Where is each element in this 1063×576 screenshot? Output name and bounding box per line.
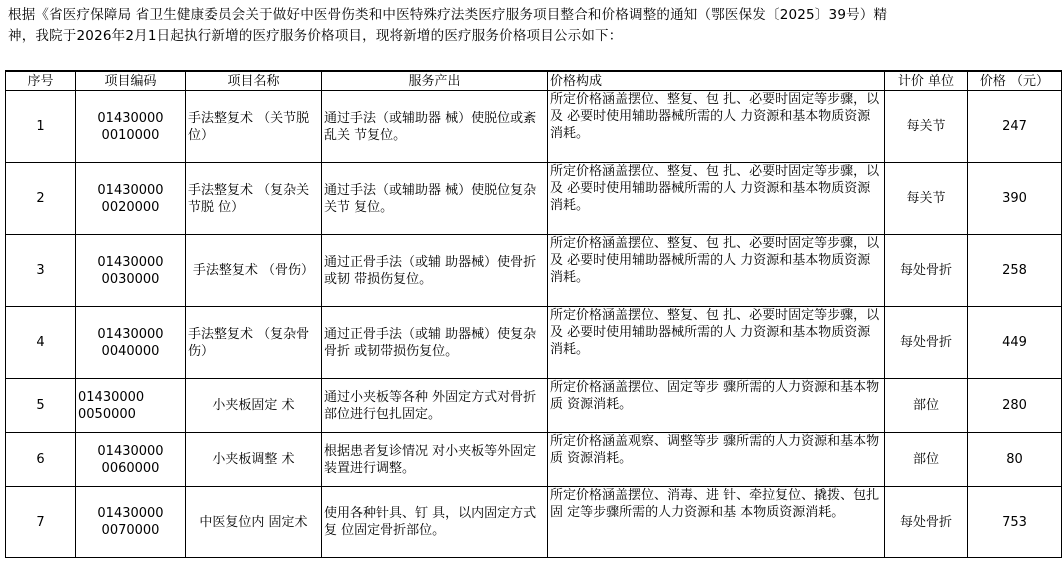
row-seq: 3 — [6, 235, 76, 307]
row-code-part-2: 0010000 — [101, 127, 160, 143]
row-unit: 每处骨折 — [885, 307, 968, 379]
row-code-part-1: 01430000 — [97, 443, 164, 459]
row-unit: 部位 — [885, 379, 968, 433]
row-code-part-1: 01430000 — [97, 326, 164, 342]
row-code — [76, 235, 186, 307]
row-seq: 7 — [6, 487, 76, 558]
row-price: 258 — [968, 235, 1062, 307]
row-code — [76, 91, 186, 163]
header-unit: 计价 单位 — [885, 71, 968, 91]
table-row — [6, 91, 1062, 163]
table-row — [6, 433, 1062, 487]
header-price: 价格 （元） — [968, 71, 1062, 91]
row-outcome: 通过正骨手法（或辅 助器械）使骨折或韧 带损伤复位。 — [322, 235, 548, 307]
row-seq: 1 — [6, 91, 76, 163]
row-name: 手法整复术 （复杂关节脱 位） — [186, 163, 322, 235]
row-code-part-2: 0050000 — [78, 406, 136, 422]
row-name: 中医复位内 固定术 — [186, 487, 322, 558]
row-code — [76, 379, 186, 433]
row-seq: 6 — [6, 433, 76, 487]
row-code-part-1: 01430000 — [78, 389, 145, 405]
row-price: 247 — [968, 91, 1062, 163]
row-composition: 所定价格涵盖摆位、整复、包 扎、必要时固定等步骤，以及 必要时使用辅助器械所需的人 力资源和基本物质资源消耗。 — [548, 235, 885, 307]
intro-line-2: 神，我院于2026年2月1日起执行新增的医疗服务价格项目，现将新增的医疗服务价格项目公示如下： — [8, 28, 623, 44]
row-code-part-2: 0070000 — [101, 523, 160, 538]
header-outcome: 服务产出 — [322, 71, 548, 91]
row-code-part-2: 0020000 — [101, 199, 160, 215]
row-price: 449 — [968, 307, 1062, 379]
header-name: 项目名称 — [186, 71, 322, 91]
row-code-part-2: 0040000 — [101, 343, 160, 359]
table-row — [6, 163, 1062, 235]
row-name: 手法整复术 （复杂骨伤） — [186, 307, 322, 379]
row-outcome: 通过手法（或辅助器 械）使脱位复杂关节 复位。 — [322, 163, 548, 235]
row-code-part-1: 01430000 — [97, 506, 164, 521]
row-name: 手法整复术 （关节脱位） — [186, 91, 322, 163]
row-seq: 5 — [6, 379, 76, 433]
row-price: 80 — [968, 433, 1062, 487]
header-seq: 序号 — [6, 71, 76, 91]
table-row — [6, 307, 1062, 379]
row-outcome: 根据患者复诊情况 对小夹板等外固定 装置进行调整。 — [322, 433, 548, 487]
row-name: 小夹板固定 术 — [186, 379, 322, 433]
row-unit: 每处骨折 — [885, 487, 968, 558]
row-code — [76, 163, 186, 235]
row-composition: 所定价格涵盖摆位、整复、包 扎、必要时固定等步骤，以及 必要时使用辅助器械所需的人 力资源和基本物质资源消耗。 — [548, 307, 885, 379]
row-code — [76, 307, 186, 379]
row-code-part-1: 01430000 — [97, 182, 164, 198]
row-unit: 每关节 — [885, 91, 968, 163]
row-outcome: 通过正骨手法（或辅 助器械）使复杂骨折 或韧带损伤复位。 — [322, 307, 548, 379]
row-composition: 所定价格涵盖摆位、消毒、进 针、牵拉复位、撬拨、包扎固 定等步骤所需的人力资源和基 本物质资源消耗。 — [548, 487, 885, 558]
table-row — [6, 235, 1062, 307]
header-composition: 价格构成 — [548, 71, 885, 91]
table-header-row — [6, 71, 1062, 91]
row-name: 小夹板调整 术 — [186, 433, 322, 487]
row-seq: 4 — [6, 307, 76, 379]
announcement-intro — [8, 5, 1058, 47]
row-code-part-2: 0060000 — [101, 460, 160, 476]
row-code — [76, 487, 186, 558]
row-composition: 所定价格涵盖摆位、固定等步 骤所需的人力资源和基本物质 资源消耗。 — [548, 379, 885, 433]
row-price: 753 — [968, 487, 1062, 558]
row-outcome: 使用各种针具、钉 具，以内固定方式复 位固定骨折部位。 — [322, 487, 548, 558]
row-code-part-1: 01430000 — [97, 254, 164, 270]
row-composition: 所定价格涵盖摆位、整复、包 扎、必要时固定等步骤，以及 必要时使用辅助器械所需的人 力资源和基本物质资源消耗。 — [548, 163, 885, 235]
row-code-part-1: 01430000 — [97, 110, 164, 126]
intro-line-1: 根据《省医疗保障局 省卫生健康委员会关于做好中医骨伤类和中医特殊疗法类医疗服务项目整合和价格调整的通知（鄂医保发〔2025〕39号）精 — [8, 7, 888, 23]
row-price: 390 — [968, 163, 1062, 235]
row-outcome: 通过手法（或辅助器 械）使脱位或紊乱关 节复位。 — [322, 91, 548, 163]
row-unit: 每处骨折 — [885, 235, 968, 307]
header-code: 项目编码 — [76, 71, 186, 91]
row-unit: 每关节 — [885, 163, 968, 235]
row-composition: 所定价格涵盖摆位、整复、包 扎、必要时固定等步骤，以及 必要时使用辅助器械所需的人 力资源和基本物质资源消耗。 — [548, 91, 885, 163]
row-price: 280 — [968, 379, 1062, 433]
table-row — [6, 487, 1062, 558]
row-code-part-2: 0030000 — [101, 271, 160, 287]
row-composition: 所定价格涵盖观察、调整等步 骤所需的人力资源和基本物质 资源消耗。 — [548, 433, 885, 487]
row-code — [76, 433, 186, 487]
row-unit: 部位 — [885, 433, 968, 487]
table-row — [6, 379, 1062, 433]
row-name: 手法整复术 （骨伤） — [186, 235, 322, 307]
row-seq: 2 — [6, 163, 76, 235]
price-items-table — [5, 70, 1062, 558]
row-outcome: 通过小夹板等各种 外固定方式对骨折 部位进行包扎固定。 — [322, 379, 548, 433]
